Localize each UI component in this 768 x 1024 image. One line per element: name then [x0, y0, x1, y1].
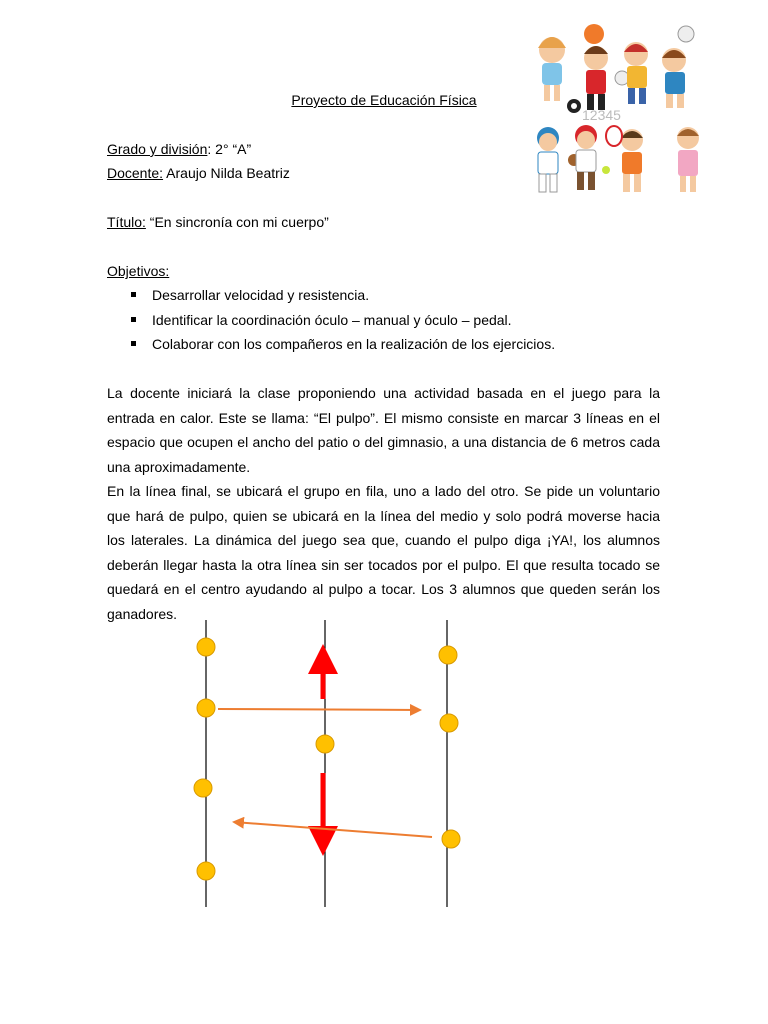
- player-dot: [197, 638, 215, 656]
- pulpo-dot: [316, 735, 334, 753]
- player-dot: [440, 714, 458, 732]
- body-text: [107, 381, 660, 626]
- orange-arrow-left: [234, 822, 432, 837]
- svg-text:12345: 12345: [582, 107, 621, 123]
- titulo-value: “En sincronía con mi cuerpo”: [145, 214, 329, 230]
- titulo-line: [107, 214, 329, 230]
- objetivo-item: Desarrollar velocidad y resistencia.: [131, 284, 555, 309]
- objetivo-item: Identificar la coordinación óculo – manual y óculo – pedal.: [131, 309, 555, 334]
- grado-line: [107, 141, 251, 157]
- player-dot: [197, 699, 215, 717]
- paragraph: La docente iniciará la clase proponiendo una actividad basada en el juego para la entrada en calor. Este se llama: “El pulpo”. El mismo consiste en marcar 3 líneas en el espacio que ocupen el ancho del patio o del gimnasio, a una distancia de 6 metros cada una aproximadamente.: [107, 385, 660, 475]
- pulpo-game-diagram: [180, 615, 480, 915]
- sports-kids-illustration: [524, 20, 720, 204]
- docente-line: [107, 165, 290, 181]
- grado-value: : 2° “A”: [207, 141, 252, 157]
- docente-value: Araujo Nilda Beatriz: [163, 165, 290, 181]
- player-dot: [442, 830, 460, 848]
- objetivos-heading: Objetivos:: [107, 263, 170, 279]
- grado-label: Grado y división: [107, 141, 208, 157]
- objetivo-item: Colaborar con los compañeros en la realización de los ejercicios.: [131, 333, 555, 358]
- player-dot: [439, 646, 457, 664]
- objetivos-list: [131, 284, 555, 358]
- orange-arrow-right: [218, 709, 420, 710]
- player-dot: [194, 779, 212, 797]
- paragraph: En la línea final, se ubicará el grupo en fila, uno a lado del otro. Se pide un voluntario que hará de pulpo, quien se ubicará en la línea del medio y solo podrá moverse hacia los laterales. La dinámica del juego sea que, cuando el pulpo diga ¡YA!, los alumnos deberán llegar hasta la otra línea sin ser tocados por el pulpo. El que resulta tocado se quedará en el centro ayudando al pulpo a tocar. Los 3 alumnos que queden serán los ganadores.: [107, 483, 660, 622]
- document-title: Proyecto de Educación Física: [291, 92, 477, 108]
- docente-label: Docente:: [107, 165, 164, 181]
- player-dot: [197, 862, 215, 880]
- titulo-label: Título:: [107, 214, 146, 230]
